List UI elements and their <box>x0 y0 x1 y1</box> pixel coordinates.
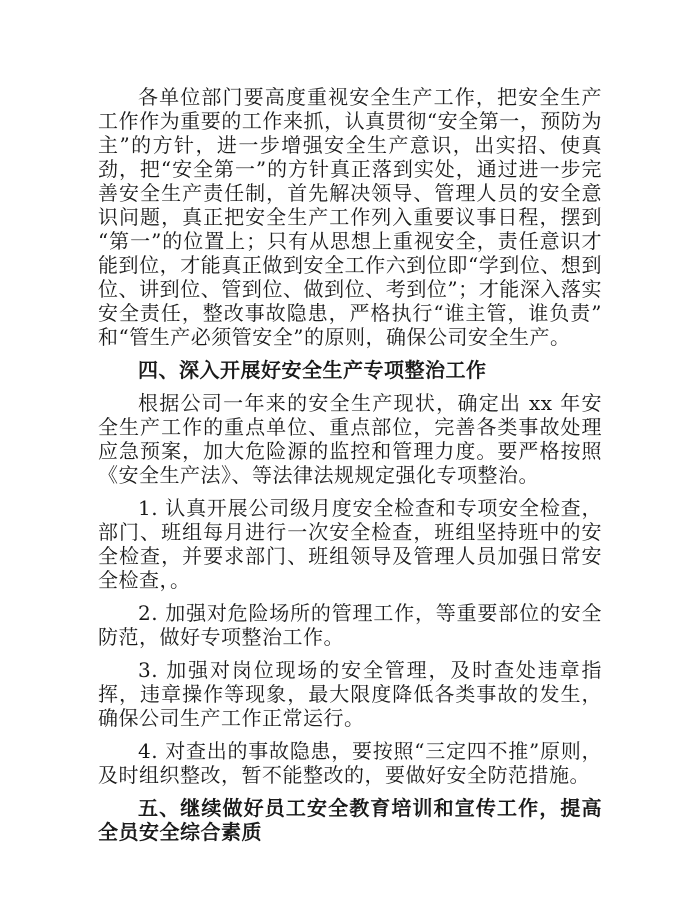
section-heading-4: 四、深入开展好安全生产专项整治工作 <box>138 358 487 382</box>
paragraph-safety-importance: 各单位部门要高度重视安全生产工作，把安全生产工作作为重要的工作来抓，认真贯彻“安全第一，预防为主”的方针，进一步增强安全生产意识，出实招、使真劲，把“安全第一”的方针真正落到实处，通过进一步完善安全生产责任制，首先解决领导、管理人员的安全意识问题，真正把安全生产工作列入重要议事日程，摆到“第一”的位置上；只有从思想上重视安全，责任意识才能到位，才能真正做到安全工作六到位即“学到位、想到位、讲到位、管到位、做到位、考到位”；才能深入落实安全责任，整改事故隐患，严格执行“谁主管，谁负责”和“管生产必须管安全”的原则，确保公司安全生产。 <box>98 85 602 349</box>
list-item-3: 3. 加强对岗位现场的安全管理，及时查处违章指挥，违章操作等现象，最大限度降低各类事故的发生，确保公司生产工作正常运行。 <box>98 658 602 730</box>
section-heading-5: 五、继续做好员工安全教育培训和宣传工作，提高全员安全综合素质 <box>98 796 602 844</box>
list-item-2: 2. 加强对危险场所的管理工作，等重要部位的安全防范，做好专项整治工作。 <box>98 601 602 649</box>
list-item-4: 4. 对查出的事故隐患，要按照“三定四不推”原则，及时组织整改，暂不能整改的，要做好安全防范措施。 <box>98 739 602 787</box>
document-page <box>98 76 602 853</box>
list-item-1: 1. 认真开展公司级月度安全检查和专项安全检查，部门、班组每月进行一次安全检查，班组坚持班中的安全检查，并要求部门、班组领导及管理人员加强日常安全检查，。 <box>98 496 602 592</box>
paragraph-section4-intro: 根据公司一年来的安全生产现状，确定出 xx 年安全生产工作的重点单位、重点部位，完善各类事故处理应急预案，加大危险源的监控和管理力度。要严格按照《安全生产法》、等法律法规规定强化专项整治。 <box>98 391 602 487</box>
